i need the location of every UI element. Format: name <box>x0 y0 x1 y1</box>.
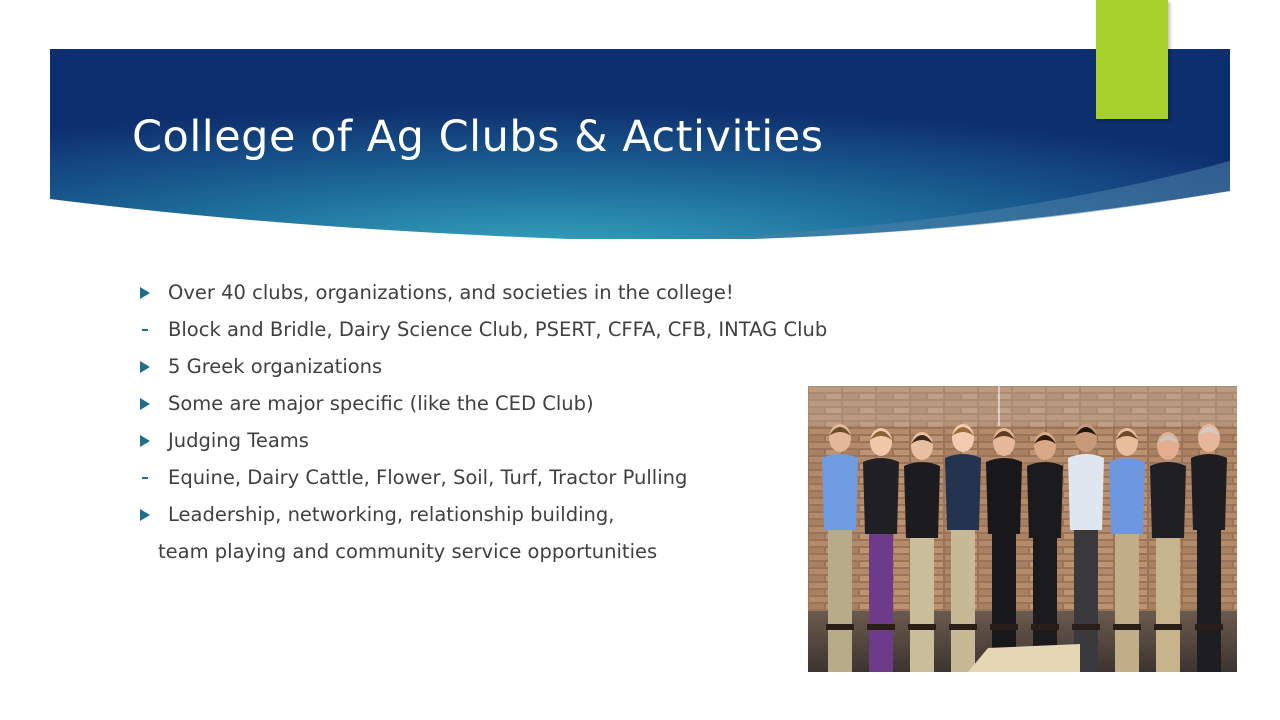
dash-bullet-icon <box>140 311 168 348</box>
sub-bullet-item: Equine, Dairy Cattle, Flower, Soil, Turf, Tractor Pulling <box>140 459 820 496</box>
bullet-list <box>140 274 828 570</box>
triangle-bullet-icon <box>140 348 168 385</box>
dash-bullet-icon <box>140 459 168 496</box>
accent-tab <box>1096 0 1168 119</box>
triangle-bullet-icon <box>140 422 168 459</box>
group-photo-image <box>808 386 1237 672</box>
triangle-bullet-icon <box>140 274 168 311</box>
bullet-item: Judging Teams <box>140 422 820 459</box>
bullet-item: Leadership, networking, relationship building, <box>140 496 820 533</box>
bullet-item: Some are major specific (like the CED Club) <box>140 385 820 422</box>
bullet-item: 5 Greek organizations <box>140 348 820 385</box>
bullet-continuation: team playing and community service opportunities <box>158 540 658 563</box>
triangle-bullet-icon <box>140 496 168 533</box>
bullet-item: Over 40 clubs, organizations, and societies in the college! <box>140 274 820 311</box>
slide-title: College of Ag Clubs & Activities <box>132 112 824 162</box>
triangle-bullet-icon <box>140 385 168 422</box>
sub-bullet-item: Block and Bridle, Dairy Science Club, PSERT, CFFA, CFB, INTAG Club <box>140 311 820 348</box>
group-photo <box>808 386 1237 672</box>
